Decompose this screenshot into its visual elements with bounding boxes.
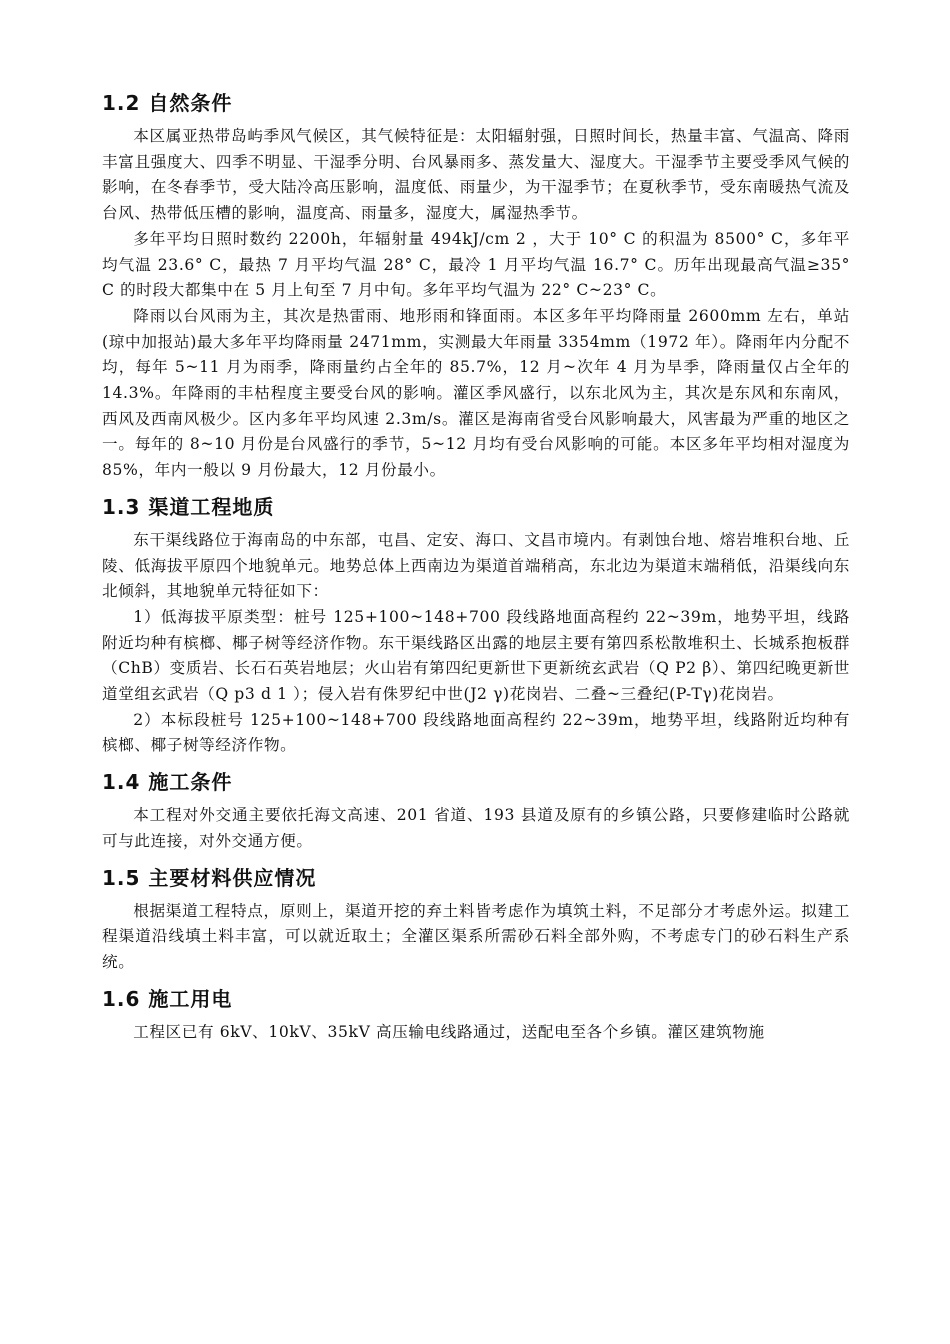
section-heading: 1.6 施工用电 (102, 986, 233, 1011)
document-body (102, 88, 850, 1045)
body-paragraph: 多年平均日照时数约 2200h，年辐射量 494kJ/cm 2 ，大于 10° C 的积温为 8500° C，多年平均气温 23.6° C，最热 7 月平均气温 28° C，最冷 1 月平均气温 16.7° C。历年出现最高气温≥35° C 的时段大都集中在 5 月上旬至 7 月中旬。多年平均气温为 22° C~23° C。 (102, 229, 850, 300)
body-paragraph: 本区属亚热带岛屿季风气候区，其气候特征是：太阳辐射强，日照时间长，热量丰富、气温高、降雨丰富且强度大、四季不明显、干湿季分明、台风暴雨多、蒸发量大、湿度大。干湿季节主要受季风气候的影响，在冬春季节，受大陆冷高压影响，温度低、雨量少，为干湿季节；在夏秋季节，受东南暖热气流及台风、热带低压槽的影响，温度高、雨量多，湿度大，属湿热季节。 (102, 127, 850, 223)
section-heading: 1.2 自然条件 (102, 91, 233, 115)
body-paragraph: 本工程对外交通主要依托海文高速、201 省道、193 县道及原有的乡镇公路，只要修建临时公路就可与此连接，对外交通方便。 (102, 806, 850, 850)
section-heading: 1.4 施工条件 (102, 770, 233, 795)
section-construction-power (102, 984, 850, 1046)
section-construction-conditions (102, 767, 850, 854)
section-canal-geology (102, 492, 850, 759)
body-paragraph: 降雨以台风雨为主，其次是热雷雨、地形雨和锋面雨。本区多年平均降雨量 2600mm 左右，单站(琼中加报站)最大多年平均降雨量 2471mm，实测最大年雨量 3354mm（1972 年）。降雨年内分配不均，每年 5~11 月为雨季，降雨量约占全年的 85.7%，12 月~次年 4 月为旱季，降雨量仅占全年的 14.3%。年降雨的丰枯程度主要受台风的影响。灌区季风盛行，以东北风为主，其次是东风和东南风，西风及西南风极少。区内多年平均风速 2.3m/s。灌区是海南省受台风影响最大，风害最为严重的地区之一。每年的 8~10 月份是台风盛行的季节，5~12 月均有受台风影响的可能。本区多年平均相对湿度为 85%，年内一般以 9 月份最大，12 月份最小。 (102, 306, 850, 480)
body-paragraph: 工程区已有 6kV、10kV、35kV 高压输电线路通过，送配电至各个乡镇。灌区建筑物施 (133, 1022, 765, 1041)
section-natural-conditions (102, 88, 850, 484)
section-heading: 1.3 渠道工程地质 (102, 494, 275, 519)
list-paragraph: 1）低海拔平原类型：桩号 125+100~148+700 段线路地面高程约 22~39m，地势平坦，线路附近均种有槟榔、椰子树等经济作物。东干渠线路区出露的地层主要有第四系松散堆积土、长城系抱板群（ChB）变质岩、长石石英岩地层；火山岩有第四纪更新世下更新统玄武岩（Q P2 β）、第四纪晚更新世道堂组玄武岩（Q p3 d 1 ）；侵入岩有侏罗纪中世(J2 γ)花岗岩、二叠~三叠纪(P-Tγ)花岗岩。 (102, 607, 850, 704)
body-paragraph: 根据渠道工程特点，原则上，渠道开挖的弃土料皆考虑作为填筑土料，不足部分才考虑外运。拟建工程渠道沿线填土料丰富，可以就近取土；全灌区渠系所需砂石料全部外购，不考虑专门的砂石料生产系统。 (102, 901, 850, 971)
section-heading: 1.5 主要材料供应情况 (102, 865, 317, 890)
list-paragraph: 2）本标段桩号 125+100~148+700 段线路地面高程约 22~39m，地势平坦，线路附近均种有槟榔、椰子树等经济作物。 (102, 710, 850, 755)
body-paragraph: 东干渠线路位于海南岛的中东部，屯昌、定安、海口、文昌市境内。有剥蚀台地、熔岩堆积台地、丘陵、低海拔平原四个地貌单元。地势总体上西南边为渠道首端稍高，东北边为渠道末端稍低，沿渠线向东北倾斜，其地貌单元特征如下： (102, 530, 850, 601)
section-material-supply (102, 863, 850, 976)
